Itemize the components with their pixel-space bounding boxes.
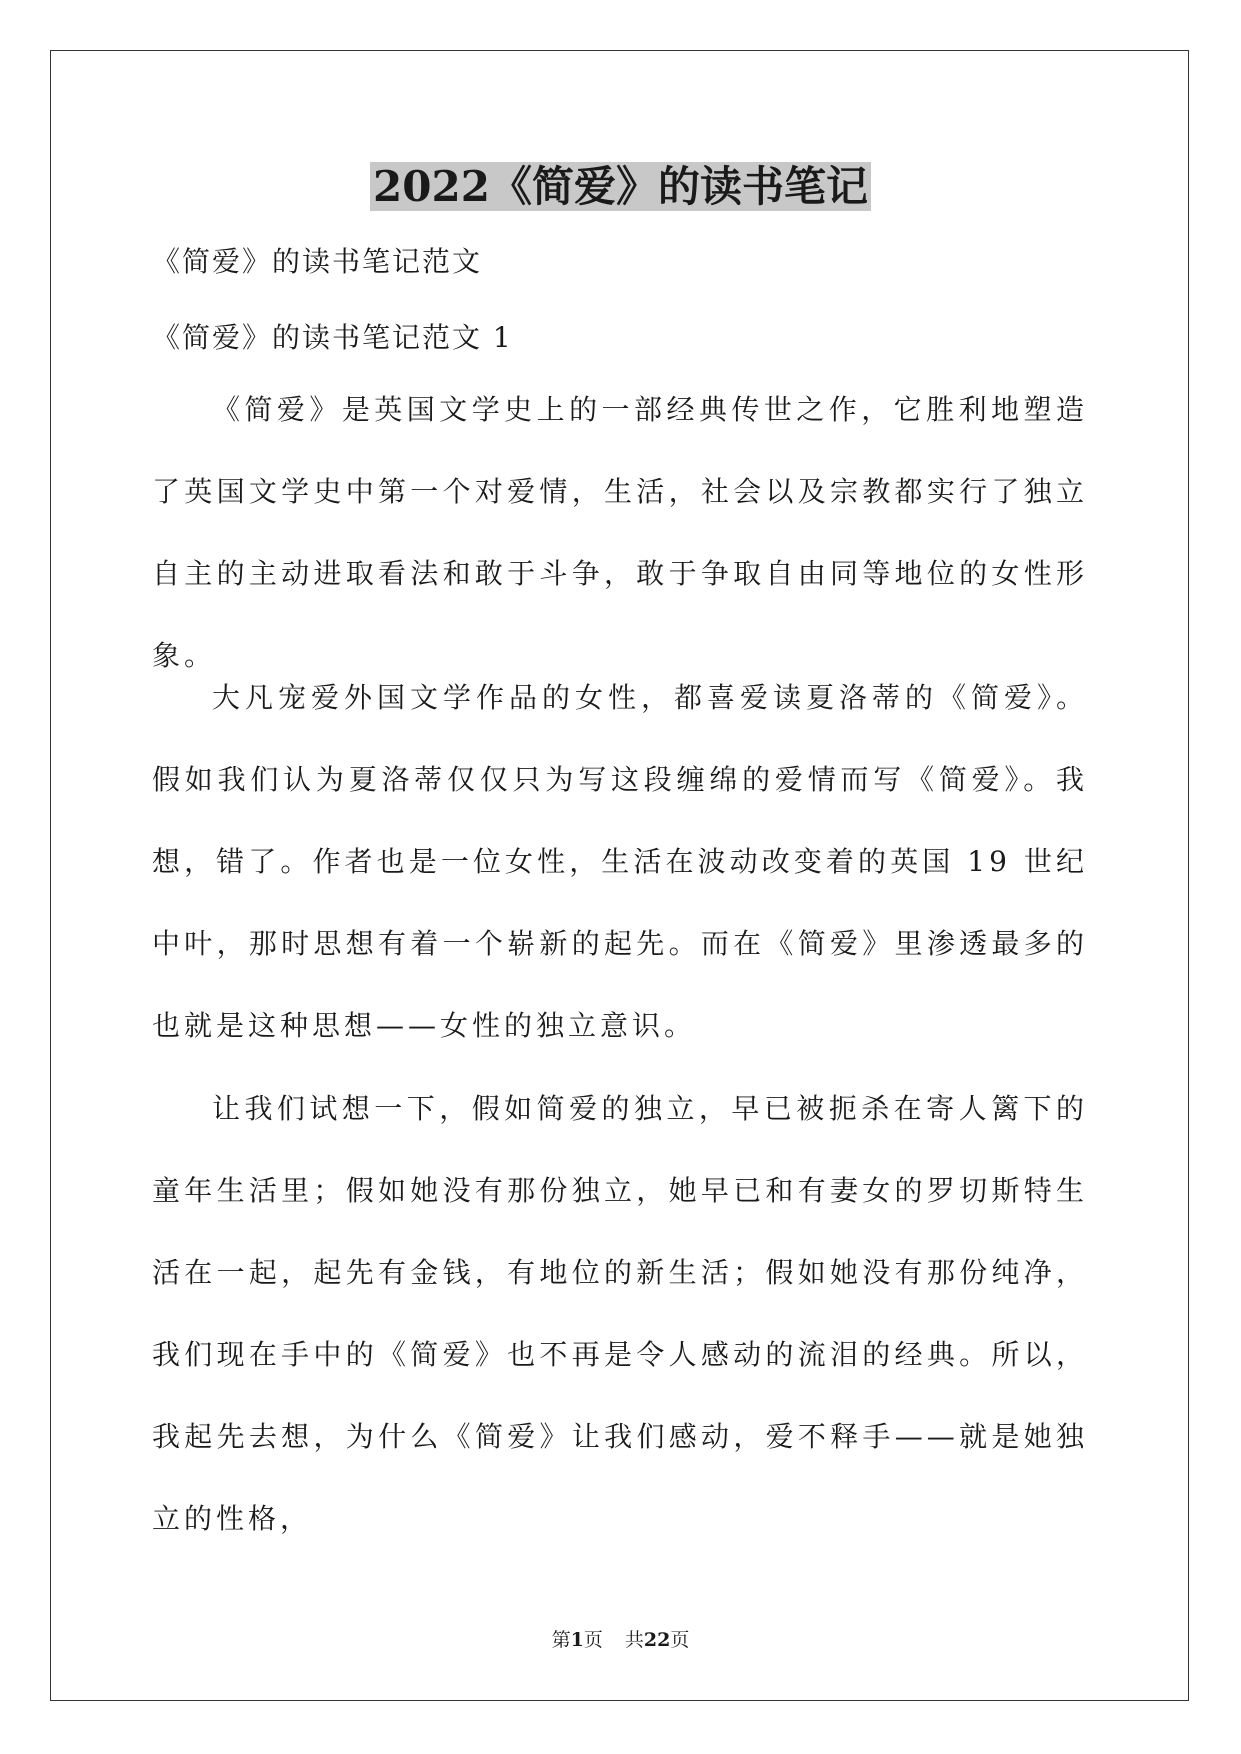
footer-page-suffix: 页	[583, 1629, 603, 1651]
body-paragraph: 《简爱》是英国文学史上的一部经典传世之作，它胜利地塑造了英国文学史中第一个对爱情，生活，社会以及宗教都实行了独立自主的主动进取看法和敢于斗争，敢于争取自由同等地位的女性形象。	[152, 393, 1088, 672]
footer-page-current: 1	[570, 1629, 584, 1651]
footer-page-prefix: 第	[551, 1629, 571, 1651]
section-heading: 《简爱》的读书笔记范文 1	[152, 321, 513, 354]
footer-page-total: 22	[643, 1629, 671, 1651]
body-paragraph: 让我们试想一下，假如简爱的独立，早已被扼杀在寄人篱下的童年生活里；假如她没有那份独立，她早已和有妻女的罗切斯特生活在一起，起先有金钱，有地位的新生活；假如她没有那份纯净，我们现在手中的《简爱》也不再是令人感动的流泪的经典。所以，我起先去想，为什么《简爱》让我们感动，爱不释手——就是她独立的性格，	[152, 1092, 1088, 1535]
page-footer	[0, 1626, 1241, 1654]
footer-total-prefix: 共	[624, 1629, 644, 1651]
document-title-text: 2022《简爱》的读书笔记	[370, 162, 871, 211]
document-title	[0, 157, 1241, 217]
document-subtitle: 《简爱》的读书笔记范文	[152, 245, 483, 278]
body-paragraph: 大凡宠爱外国文学作品的女性，都喜爱读夏洛蒂的《简爱》。假如我们认为夏洛蒂仅仅只为写这段缠绵的爱情而写《简爱》。我想，错了。作者也是一位女性，生活在波动改变着的英国 19 世纪中叶，那时思想有着一个崭新的起先。而在《简爱》里渗透最多的也就是这种思想——女性的独立意识。	[152, 681, 1088, 1042]
footer-total-suffix: 页	[670, 1629, 690, 1651]
